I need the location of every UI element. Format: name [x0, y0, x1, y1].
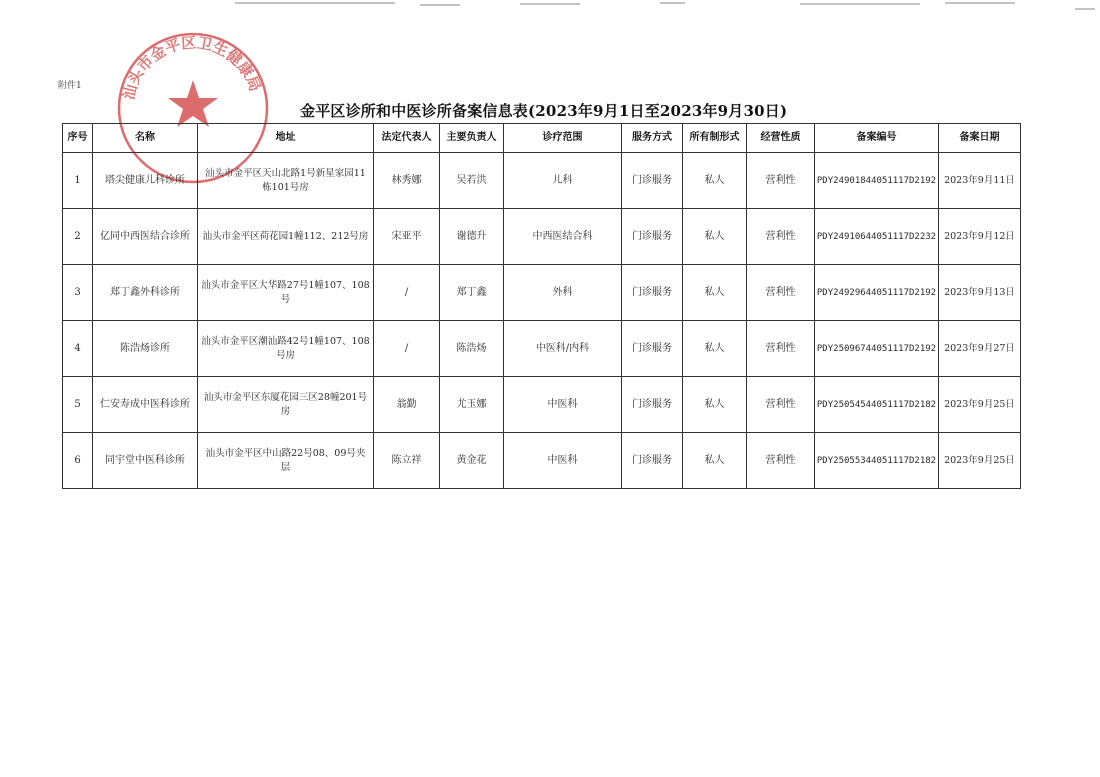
cell-code: PDY25096744051117D2192	[815, 321, 939, 377]
svg-text:汕头市金平区卫生健康局: 汕头市金平区卫生健康局	[119, 33, 265, 102]
header-no: 序号	[63, 124, 93, 153]
cell-date: 2023年9月27日	[939, 321, 1021, 377]
cell-service: 门诊服务	[622, 265, 683, 321]
header-date: 备案日期	[939, 124, 1021, 153]
header-scope: 诊疗范围	[504, 124, 622, 153]
table-row	[63, 321, 1021, 377]
table-row	[63, 433, 1021, 489]
cell-address: 汕头市金平区潮汕路42号1幢107、108号房	[198, 321, 374, 377]
cell-ownership: 私人	[683, 209, 747, 265]
cell-date: 2023年9月25日	[939, 433, 1021, 489]
cell-code: PDY25055344051117D2182	[815, 433, 939, 489]
cell-address: 汕头市金平区大华路27号1幢107、108号	[198, 265, 374, 321]
cell-ownership: 私人	[683, 433, 747, 489]
cell-service: 门诊服务	[622, 209, 683, 265]
cell-scope: 中医科/内科	[504, 321, 622, 377]
cell-nature: 营利性	[747, 377, 815, 433]
header-address: 地址	[198, 124, 374, 153]
cell-no: 6	[63, 433, 93, 489]
cell-nature: 营利性	[747, 265, 815, 321]
cell-legal-rep: /	[374, 321, 440, 377]
cell-service: 门诊服务	[622, 433, 683, 489]
cell-address: 汕头市金平区荷花园1幢112、212号房	[198, 209, 374, 265]
cell-legal-rep: 陈立祥	[374, 433, 440, 489]
cell-scope: 中医科	[504, 377, 622, 433]
cell-nature: 营利性	[747, 321, 815, 377]
cell-no: 2	[63, 209, 93, 265]
cell-principal: 陈浩炀	[440, 321, 504, 377]
cell-service: 门诊服务	[622, 377, 683, 433]
cell-no: 1	[63, 153, 93, 209]
cell-ownership: 私人	[683, 265, 747, 321]
cell-no: 3	[63, 265, 93, 321]
header-ownership: 所有制形式	[683, 124, 747, 153]
table-header-row	[63, 124, 1021, 153]
cell-address: 汕头市金平区东厦花园三区28幢201号房	[198, 377, 374, 433]
cell-no: 4	[63, 321, 93, 377]
header-principal: 主要负责人	[440, 124, 504, 153]
cell-ownership: 私人	[683, 153, 747, 209]
cell-service: 门诊服务	[622, 321, 683, 377]
cell-ownership: 私人	[683, 321, 747, 377]
cell-scope: 中西医结合科	[504, 209, 622, 265]
scan-artifact-top	[0, 0, 1100, 10]
cell-address: 汕头市金平区天山北路1号新星家园11栋101号房	[198, 153, 374, 209]
cell-principal: 尤玉娜	[440, 377, 504, 433]
cell-principal: 黄金花	[440, 433, 504, 489]
cell-date: 2023年9月25日	[939, 377, 1021, 433]
attachment-label: 附件1	[58, 81, 82, 91]
cell-legal-rep: 宋亚平	[374, 209, 440, 265]
cell-service: 门诊服务	[622, 153, 683, 209]
page-title: 金平区诊所和中医诊所备案信息表(2023年9月1日至2023年9月30日)	[300, 102, 788, 120]
cell-code: PDY24929644051117D2192	[815, 265, 939, 321]
cell-date: 2023年9月11日	[939, 153, 1021, 209]
cell-principal: 吴若洪	[440, 153, 504, 209]
cell-name: 同宇堂中医科诊所	[93, 433, 198, 489]
cell-nature: 营利性	[747, 433, 815, 489]
cell-nature: 营利性	[747, 153, 815, 209]
header-code: 备案编号	[815, 124, 939, 153]
cell-name: 亿同中西医结合诊所	[93, 209, 198, 265]
cell-scope: 中医科	[504, 433, 622, 489]
cell-name: 仁安寿成中医科诊所	[93, 377, 198, 433]
cell-name: 郑丁鑫外科诊所	[93, 265, 198, 321]
header-nature: 经营性质	[747, 124, 815, 153]
cell-no: 5	[63, 377, 93, 433]
cell-legal-rep: /	[374, 265, 440, 321]
cell-scope: 外科	[504, 265, 622, 321]
cell-nature: 营利性	[747, 209, 815, 265]
cell-code: PDY24901844051117D2192	[815, 153, 939, 209]
header-name: 名称	[93, 124, 198, 153]
table-row	[63, 209, 1021, 265]
cell-scope: 儿科	[504, 153, 622, 209]
table-row	[63, 377, 1021, 433]
table-row	[63, 265, 1021, 321]
cell-principal: 郑丁鑫	[440, 265, 504, 321]
cell-code: PDY25054544051117D2182	[815, 377, 939, 433]
cell-legal-rep: 林秀娜	[374, 153, 440, 209]
registration-table	[62, 123, 1021, 489]
header-legal-rep: 法定代表人	[374, 124, 440, 153]
cell-name: 陈浩炀诊所	[93, 321, 198, 377]
cell-name: 塔尖健康儿科诊所	[93, 153, 198, 209]
table-row	[63, 153, 1021, 209]
cell-date: 2023年9月13日	[939, 265, 1021, 321]
cell-code: PDY24910644051117D2232	[815, 209, 939, 265]
cell-principal: 谢德升	[440, 209, 504, 265]
cell-address: 汕头市金平区中山路22号08、09号夹层	[198, 433, 374, 489]
cell-date: 2023年9月12日	[939, 209, 1021, 265]
header-service: 服务方式	[622, 124, 683, 153]
cell-ownership: 私人	[683, 377, 747, 433]
cell-legal-rep: 翁勤	[374, 377, 440, 433]
